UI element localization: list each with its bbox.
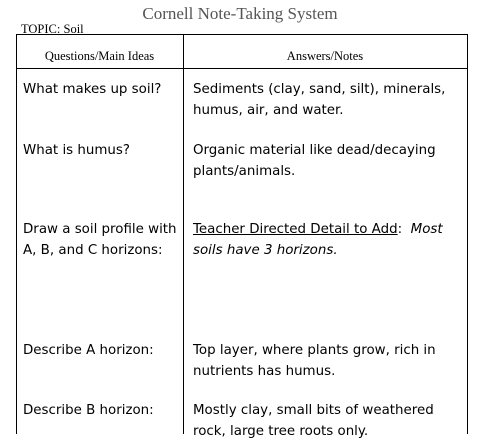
answer-soil-makeup	[193, 79, 445, 121]
answer-line: humus, air, and water.	[193, 103, 344, 118]
question-b-horizon	[23, 400, 154, 421]
answer-line: Top layer, where plants grow, rich in	[193, 343, 436, 358]
answer-line: rock, large tree roots only.	[193, 424, 369, 439]
questions-column-header: Questions/Main Ideas	[44, 49, 155, 63]
answer-b-horizon	[193, 400, 434, 442]
question-humus	[23, 140, 130, 161]
answer-line: plants/animals.	[193, 164, 296, 179]
question-line: Describe B horizon:	[23, 403, 154, 418]
teacher-detail-label: Teacher Directed Detail to Add	[193, 222, 398, 237]
horizons-note-start: Most	[410, 222, 443, 237]
answer-soil-profile	[193, 219, 443, 261]
answer-line: Sediments (clay, sand, silt), minerals,	[193, 82, 446, 97]
horizons-note-end: soils have 3 horizons.	[193, 243, 338, 258]
answer-line: Mostly clay, small bits of weathered	[193, 403, 434, 418]
answer-line: Organic material like dead/decaying	[193, 143, 436, 158]
table-top-border	[16, 34, 468, 35]
answer-line: nutrients has humus.	[193, 364, 336, 379]
answer-a-horizon	[193, 340, 436, 382]
document-title: Cornell Note-Taking System	[142, 4, 338, 23]
table-right-border	[467, 34, 468, 434]
answer-humus	[193, 140, 436, 182]
question-line: A, B, and C horizons:	[23, 243, 163, 258]
header-row-divider	[16, 68, 468, 69]
label-separator: :	[397, 222, 411, 237]
table-left-border	[16, 34, 17, 434]
question-line: Draw a soil profile with	[23, 222, 177, 237]
question-soil-makeup	[23, 79, 161, 100]
question-a-horizon	[23, 340, 154, 361]
answer-line	[193, 219, 443, 240]
topic-label: TOPIC: Soil	[21, 22, 84, 36]
question-line: Describe A horizon:	[23, 343, 154, 358]
answers-column-header: Answers/Notes	[286, 49, 364, 63]
question-soil-profile	[23, 219, 177, 261]
question-line: What makes up soil?	[23, 82, 162, 97]
question-line: What is humus?	[23, 143, 130, 158]
column-divider	[183, 34, 184, 434]
